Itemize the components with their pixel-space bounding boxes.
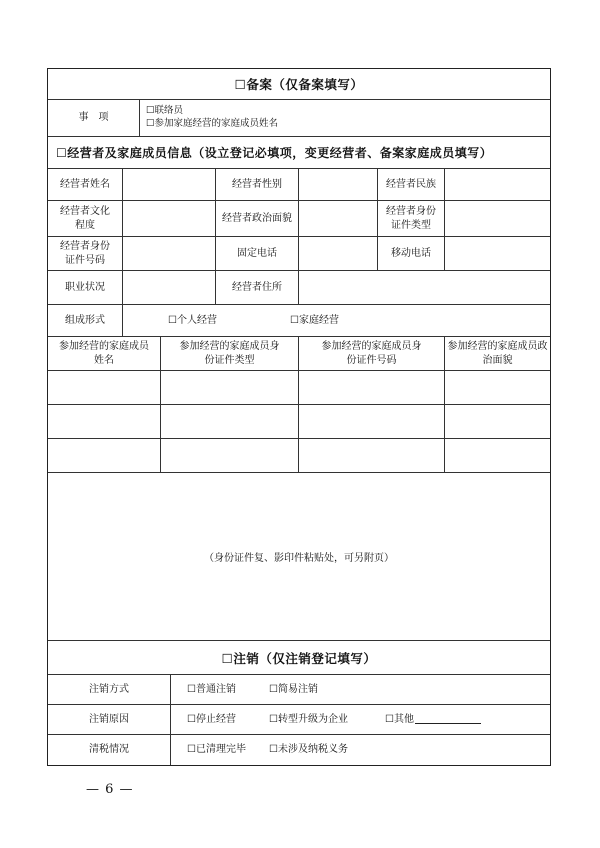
paste-area-note: （身份证件复、影印件粘贴处，可另附页） xyxy=(204,553,394,564)
value-operator-political[interactable] xyxy=(299,201,378,236)
option-normal-cancel[interactable]: ☐普通注销 xyxy=(187,683,236,695)
option-tax-cleared[interactable]: ☐已清理完毕 xyxy=(187,744,246,756)
label-landline: 固定电话 xyxy=(216,237,299,270)
value-operator-id-number[interactable] xyxy=(123,237,216,270)
label-operator-address: 经营者住所 xyxy=(216,271,299,304)
org-form-row xyxy=(48,305,550,337)
registration-form xyxy=(47,68,551,766)
member-id-number-cell[interactable] xyxy=(299,405,445,438)
other-reason-blank[interactable] xyxy=(415,715,481,724)
label-tax-status: 清税情况 xyxy=(48,735,171,765)
option-family[interactable]: ☐家庭经营 xyxy=(290,314,339,326)
filing-item-label: 事 项 xyxy=(48,100,140,136)
value-mobile[interactable] xyxy=(445,237,550,270)
cancel-section-header xyxy=(48,641,550,675)
value-operator-ethnicity[interactable] xyxy=(445,169,550,200)
header-member-name: 参加经营的家庭成员姓名 xyxy=(48,337,161,370)
member-id-number-cell[interactable] xyxy=(299,371,445,404)
label-operator-id-number: 经营者身份证件号码 xyxy=(48,237,123,270)
cancel-reason-options xyxy=(171,705,550,734)
header-member-id-type: 参加经营的家庭成员身份证件类型 xyxy=(161,337,299,370)
cancel-method-row xyxy=(48,675,550,705)
header-member-id-number: 参加经营的家庭成员身份证件号码 xyxy=(299,337,445,370)
cancel-section-title: ☐注销（仅注销登记填写） xyxy=(221,650,377,666)
value-operator-name[interactable] xyxy=(123,169,216,200)
option-other[interactable] xyxy=(385,705,481,734)
operator-row-3 xyxy=(48,237,550,271)
filing-options xyxy=(140,100,550,136)
filing-items-row xyxy=(48,100,550,137)
value-operator-id-type[interactable] xyxy=(445,201,550,236)
id-copy-paste-area[interactable] xyxy=(48,473,550,641)
label-operator-gender: 经营者性别 xyxy=(216,169,299,200)
cancel-reason-row xyxy=(48,705,550,735)
filing-section-title: ☐备案（仅备案填写） xyxy=(234,77,364,92)
member-name-cell[interactable] xyxy=(48,439,161,472)
operator-row-1 xyxy=(48,169,550,201)
table-row xyxy=(48,439,550,473)
option-no-tax-obligation[interactable]: ☐未涉及纳税义务 xyxy=(269,744,348,756)
value-operator-gender[interactable] xyxy=(299,169,378,200)
member-political-cell[interactable] xyxy=(445,405,550,438)
operator-section-title: ☐经营者及家庭成员信息（设立登记必填项，变更经营者、备案家庭成员填写） xyxy=(56,146,493,160)
member-id-type-cell[interactable] xyxy=(161,439,299,472)
page-number: — 6 — xyxy=(86,782,134,797)
operator-section-header xyxy=(48,137,550,169)
label-operator-name: 经营者姓名 xyxy=(48,169,123,200)
option-upgrade-enterprise[interactable]: ☐转型升级为企业 xyxy=(269,713,348,725)
option-family-member-names[interactable]: ☐参加家庭经营的家庭成员姓名 xyxy=(146,118,279,129)
member-name-cell[interactable] xyxy=(48,371,161,404)
cancel-method-options xyxy=(171,675,550,704)
label-occupation: 职业状况 xyxy=(48,271,123,304)
operator-row-2 xyxy=(48,201,550,237)
label-mobile: 移动电话 xyxy=(378,237,445,270)
member-political-cell[interactable] xyxy=(445,439,550,472)
member-political-cell[interactable] xyxy=(445,371,550,404)
value-operator-education[interactable] xyxy=(123,201,216,236)
label-cancel-method: 注销方式 xyxy=(48,675,171,704)
value-operator-address[interactable] xyxy=(299,271,550,304)
label-operator-id-type: 经营者身份证件类型 xyxy=(378,201,445,236)
operator-row-4 xyxy=(48,271,550,305)
members-table-header xyxy=(48,337,550,371)
header-member-political: 参加经营的家庭成员政治面貌 xyxy=(447,341,548,366)
filing-section-header xyxy=(48,69,550,100)
option-simple-cancel[interactable]: ☐简易注销 xyxy=(269,683,318,695)
option-other-label: ☐其他 xyxy=(385,713,414,725)
option-stop-business[interactable]: ☐停止经营 xyxy=(187,713,236,725)
label-cancel-reason: 注销原因 xyxy=(48,705,171,734)
org-form-options xyxy=(123,305,550,336)
tax-status-options xyxy=(171,735,550,765)
option-liaison[interactable]: ☐联络员 xyxy=(146,105,184,117)
table-row xyxy=(48,371,550,405)
member-name-cell[interactable] xyxy=(48,405,161,438)
value-landline[interactable] xyxy=(299,237,378,270)
table-row xyxy=(48,405,550,439)
tax-status-row xyxy=(48,735,550,765)
label-operator-ethnicity: 经营者民族 xyxy=(378,169,445,200)
member-id-type-cell[interactable] xyxy=(161,371,299,404)
label-operator-education: 经营者文化程度 xyxy=(48,201,123,236)
member-id-number-cell[interactable] xyxy=(299,439,445,472)
label-operator-political: 经营者政治面貌 xyxy=(216,201,299,236)
option-individual[interactable]: ☐个人经营 xyxy=(168,314,217,326)
value-occupation[interactable] xyxy=(123,271,216,304)
member-id-type-cell[interactable] xyxy=(161,405,299,438)
label-org-form: 组成形式 xyxy=(48,305,123,336)
